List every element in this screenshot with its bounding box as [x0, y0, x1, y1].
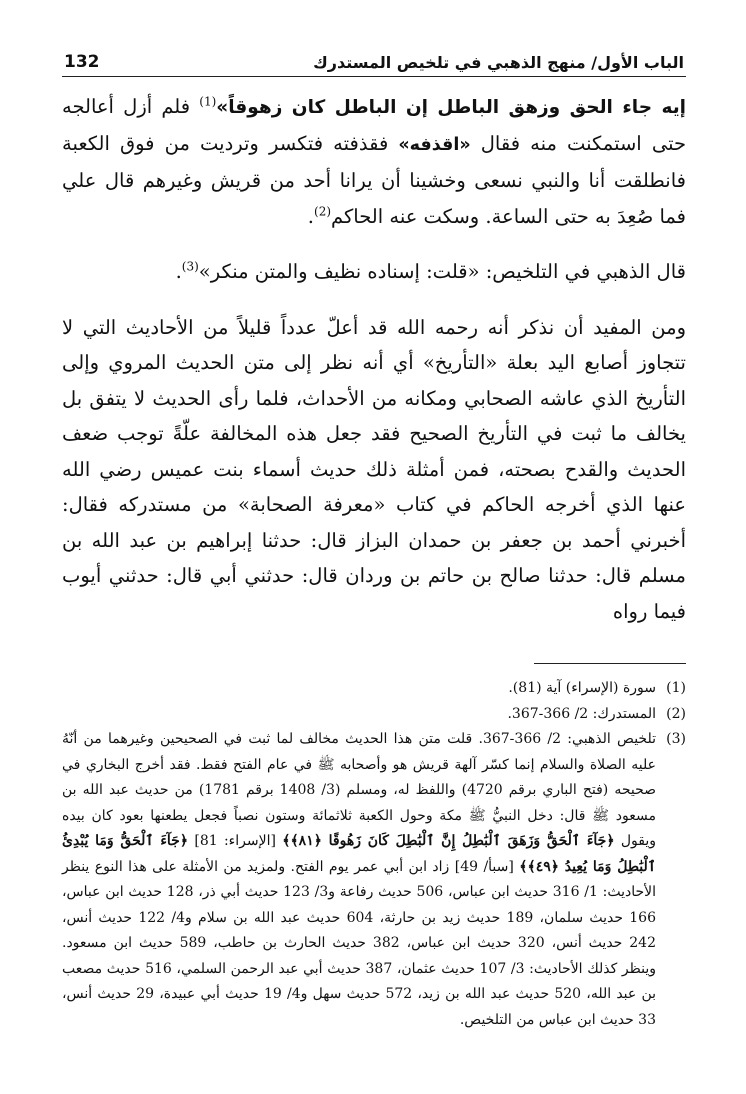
quran-verse-isra: ﴿جَآءَ ٱلْحَقُّ وَزَهَقَ ٱلْبَٰطِلُ إِنَّ ٱلْبَٰطِلَ كَانَ زَهُوقًا ﴿٨١﴾﴾: [282, 833, 615, 849]
footnote-number: (3): [666, 731, 686, 747]
paragraph-1-text-b: فقذفته فتكسر وترديت من فوق الكعبة فانطلقت أنا والنبي نسعى وخشينا أن يرانا أحد من قريش وغيرهم قال علي فما صُعِدَ به حتى الساعة. وسكت عنه الحاكم: [62, 131, 686, 228]
footnote-text: سورة (الإسراء) آية (81).: [508, 680, 656, 696]
paragraph-2: [62, 254, 686, 290]
paragraph-2-text: قال الذهبي في التلخيص: «قلت: إسناده نظيف والمتن منكر»: [198, 260, 686, 283]
footnote-ref-2: (2): [314, 204, 332, 218]
running-header: [62, 40, 686, 77]
page-number: 132: [64, 52, 100, 72]
footnote-1: [62, 676, 686, 702]
main-text: [62, 89, 686, 629]
footnote-number: (2): [666, 705, 686, 722]
footnote-text: المستدرك: 2/ 366-367.: [507, 705, 656, 722]
footnote-number: (1): [666, 680, 686, 696]
quran-verse-saba: ﴿جَآءَ ٱلْحَقُّ وَمَا يُبْدِئُ ٱلْبَٰطِلُ وَمَا يُعِيدُ ﴿٤٩﴾﴾: [62, 833, 657, 875]
footnote-text: [62, 727, 656, 1033]
footnotes: [62, 676, 686, 1033]
quran-quote: إيه جاء الحق وزهق الباطل إن الباطل كان زهوقاً»: [216, 97, 686, 118]
footnote-2: [62, 702, 686, 728]
footnote-3-text-b: [الإسراء: 81]: [188, 833, 283, 849]
paragraph-2-period: .: [175, 260, 182, 283]
footnote-divider: [534, 663, 686, 664]
footnote-3: [62, 727, 686, 1033]
footnote-3-text-a: تلخيص الذهبي: 2/ 366-367. قلت متن هذا الحديث مخالف لما ثبت في الصحيحين وغيرهما من أنّهُ عليه الصلاة والسلام إنما كسّر آلهة قريش هو وأصحابه ﷺ في عام الفتح فقط. فقد أخرج البخاري في صحيحه (فتح الباري برقم 4720) واللفظ له، ومسلم (3/ 1408 برقم 1781) من حديث عبد الله بن مسعود ﷺ قال: دخل النبيُّ ﷺ مكة وحول الكعبة ثلاثمائة وستون نصباً فجعل يطعنها بعود كان بيده ويقول: [62, 731, 657, 849]
paragraph-1-period: .: [307, 204, 314, 228]
paragraph-1: [62, 89, 686, 234]
footnote-ref-3: (3): [181, 259, 199, 274]
paragraph-1-text-a: فلم أزل أعالجه حتى استمكنت منه فقال: [62, 95, 687, 155]
paragraph-3: ومن المفيد أن نذكر أنه رحمه الله قد أعلّ عدداً قليلاً من الأحاديث التي لا تتجاوز أصابع اليد بعلة «التأريخ» أي أنه نظر إلى متن الحديث المروي وإلى التأريخ الذي عاشه الصحابي ومكانه من الأحداث، فلما رأى الحديث لا يتفق بل يخالف ما ثبت في التأريخ الصحيح فقد جعل هذه المخالفة علّةً توجب ضعف الحديث والقدح بصحته، فمن أمثلة ذلك حديث أسماء بنت عميس رضي الله عنها الذي أخرجه الحاكم في كتاب «معرفة الصحابة» من مستدركه فقال: أخبرني أحمد بن جعفر بن حمدان البزاز قال: حدثنا إبراهيم بن عبد الله بن مسلم قال: حدثنا صالح بن حاتم بن وردان قال: حدثني أبي قال: حدثني أيوب فيما رواه: [62, 315, 686, 623]
book-page: [62, 40, 686, 1033]
footnote-3-text-c: [سبأ/ 49] زاد ابن أبي عمر يوم الفتح. ولمزيد من الأمثلة على هذا النوع ينظر الأحاديث: 1/ 316 حديث ابن عباس، 506 حديث رفاعة و3/ 123 حديث أبي ذر، 128 حديث ابن عباس، 166 حديث سلمان، 189 حديث زيد بن حارثة، 604 حديث عبد الله بن سلام و4/ 122 حديث أنس، 242 حديث أنس، 320 حديث ابن عباس، 382 حديث الحارث بن حاطب، 589 حديث ابن مسعود. وينظر كذلك الأحاديث: 3/ 107 حديث عثمان، 387 حديث أبي عبد الرحمن السلمي، 516 حديث مصعب بن عبد الله، 520 حديث عبد الله بن زيد، 572 حديث سهل و4/ 19 حديث أبي عبيدة، 29 حديث أنس، 33 حديث ابن عباس من التلخيص.: [62, 858, 657, 1028]
footnote-ref-1: (1): [199, 94, 217, 109]
chapter-title: الباب الأول/ منهج الذهبي في تلخيص المستدرك: [313, 53, 684, 72]
quoted-command: «اقذفه»: [398, 134, 471, 155]
